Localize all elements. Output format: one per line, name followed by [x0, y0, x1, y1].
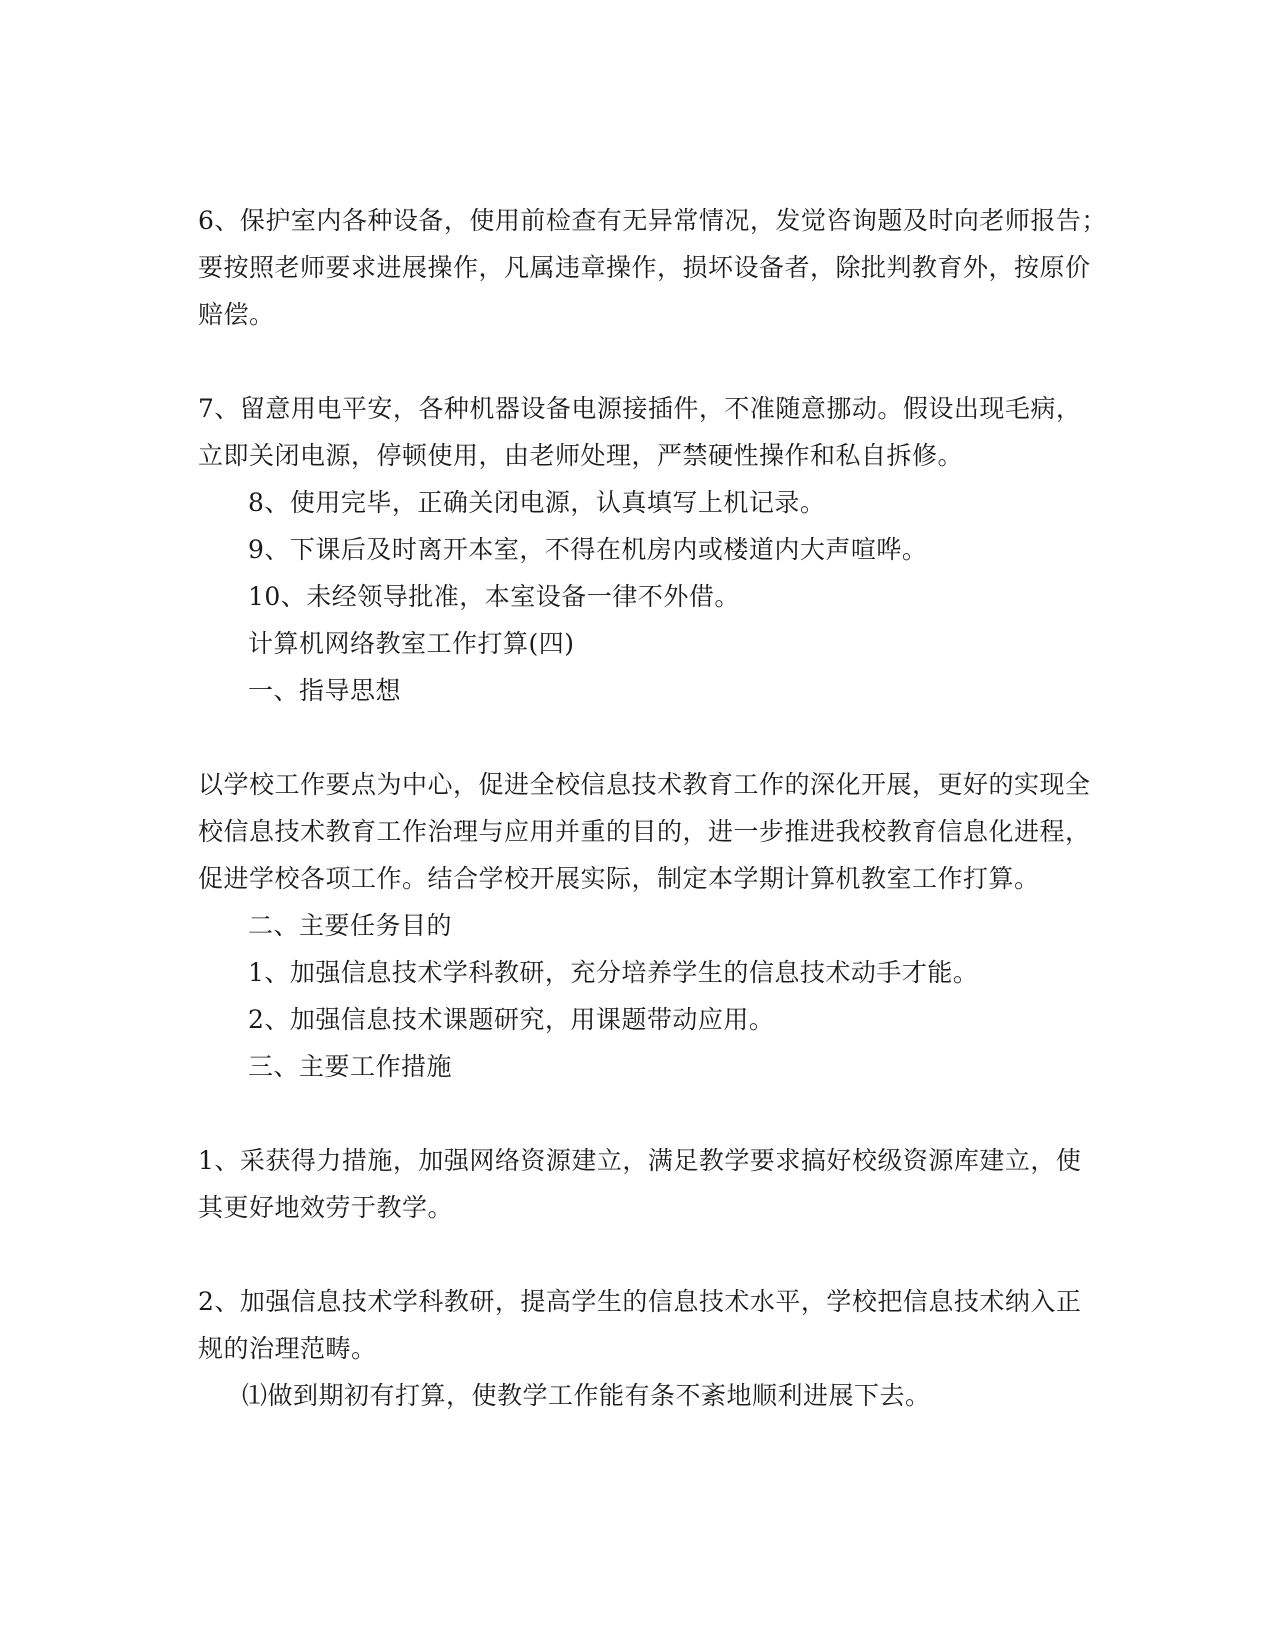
section-heading: 一、指导思想 — [248, 676, 402, 705]
paragraph-line: 赔偿。 — [198, 300, 275, 329]
paragraph-line: 校信息技术教育工作治理与应用并重的目的，进一步推进我校教育信息化进程， — [198, 817, 1091, 846]
paragraph-line: 要按照老师要求进展操作，凡属违章操作，损坏设备者，除批判教育外，按原价 — [198, 253, 1091, 282]
paragraph-line: 其更好地效劳于教学。 — [198, 1193, 454, 1222]
paragraph-line: 6、保护室内各种设备，使用前检查有无异常情况，发觉咨询题及时向老师报告； — [198, 206, 1107, 235]
paragraph-line: 2、加强信息技术学科教研，提高学生的信息技术水平，学校把信息技术纳入正 — [198, 1287, 1082, 1316]
paragraph-line: 1、采获得力措施，加强网络资源建立，满足教学要求搞好校级资源库建立，使 — [198, 1146, 1082, 1175]
paragraph-line: 促进学校各项工作。结合学校开展实际，制定本学期计算机教室工作打算。 — [198, 864, 1040, 893]
list-item: 10、未经领导批准，本室设备一律不外借。 — [248, 582, 740, 611]
list-item: 9、下课后及时离开本室，不得在机房内或楼道内大声喧哗。 — [248, 535, 928, 564]
list-item: ⑴做到期初有打算，使教学工作能有条不紊地顺利进展下去。 — [242, 1381, 931, 1410]
list-item: 1、加强信息技术学科教研，充分培养学生的信息技术动手才能。 — [248, 958, 979, 987]
section-heading: 三、主要工作措施 — [248, 1052, 453, 1081]
section-heading: 二、主要任务目的 — [248, 911, 453, 940]
paragraph-line: 7、留意用电平安，各种机器设备电源接插件，不准随意挪动。假设出现毛病， — [198, 394, 1082, 423]
paragraph-line: 立即关闭电源，停顿使用，由老师处理，严禁硬性操作和私自拆修。 — [198, 441, 964, 470]
paragraph-line: 规的治理范畴。 — [198, 1334, 377, 1363]
section-title: 计算机网络教室工作打算(四) — [248, 629, 575, 658]
list-item: 2、加强信息技术课题研究，用课题带动应用。 — [248, 1005, 775, 1034]
paragraph-line: 以学校工作要点为中心，促进全校信息技术教育工作的深化开展，更好的实现全 — [198, 770, 1091, 799]
list-item: 8、使用完毕，正确关闭电源，认真填写上机记录。 — [248, 488, 826, 517]
